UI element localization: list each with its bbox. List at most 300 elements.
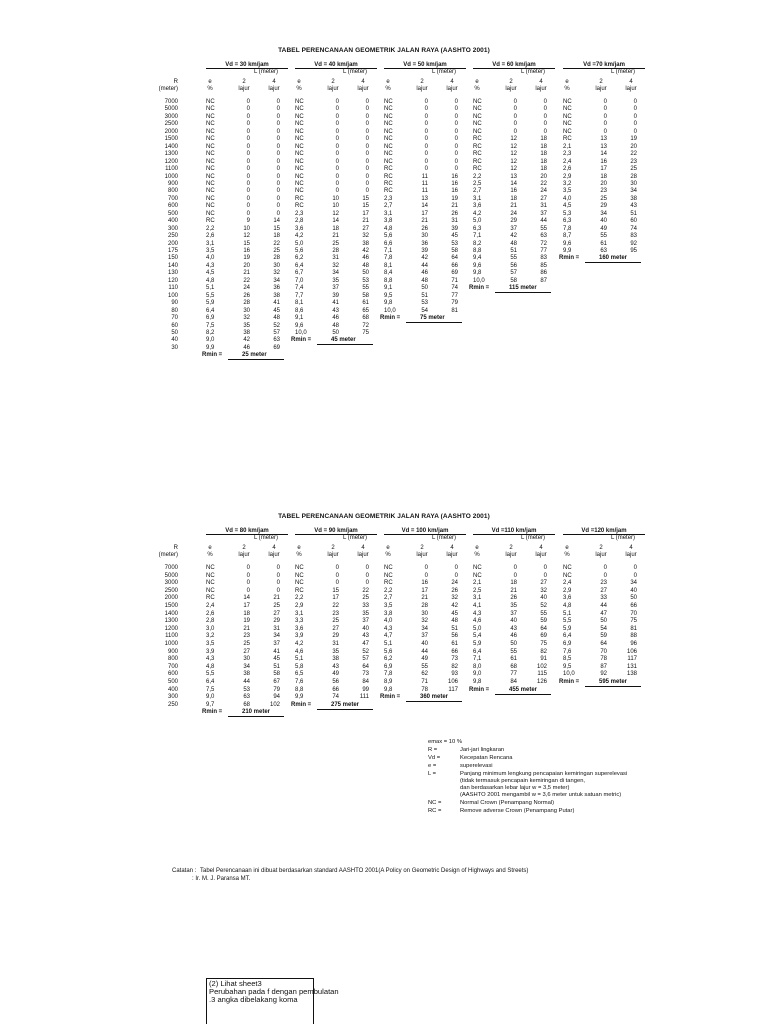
length-2-lane-cell: 0	[246, 188, 250, 195]
superelevation-cell: 3,0	[206, 625, 215, 632]
length-2-lane-cell: 49	[600, 225, 607, 232]
superelevation-cell: 8,1	[295, 300, 304, 307]
length-2-lane-cell: 15	[243, 240, 250, 247]
length-2-lane-cell: 0	[513, 128, 517, 135]
length-2-lane-cell: 38	[332, 656, 339, 663]
percent-header: %	[385, 86, 391, 92]
superelevation-cell: NC	[473, 113, 482, 120]
length-4-lane-cell: 0	[365, 106, 369, 113]
superelevation-cell: 7,8	[384, 671, 393, 678]
length-2-lane-cell: 0	[246, 99, 250, 105]
superelevation-cell: 4,3	[206, 262, 215, 269]
legend-text: (AASHTO 2001 mengambil w = 3,6 meter untuk satuan metric)	[460, 792, 622, 798]
length-2-lane-cell: 11	[421, 173, 428, 180]
e-header: e	[565, 79, 569, 85]
superelevation-cell: 6,9	[563, 641, 572, 647]
radius-cell: 1000	[164, 641, 178, 647]
superelevation-cell: 2,7	[384, 203, 393, 210]
length-2-lane-cell: 13	[600, 143, 607, 150]
length-2-lane-cell: 0	[335, 158, 339, 165]
length-2-lane-cell: 78	[600, 656, 607, 663]
lajur2-header: lajur	[327, 86, 339, 92]
superelevation-cell: 5,3	[563, 210, 572, 217]
superelevation-cell: 7,0	[295, 277, 304, 284]
length-2-lane-cell: 0	[335, 128, 339, 135]
superelevation-cell: NC	[473, 121, 482, 128]
superelevation-cell: 5,5	[563, 618, 572, 625]
superelevation-cell: NC	[295, 113, 304, 120]
e-header: e	[565, 545, 569, 551]
length-2-lane-cell: 68	[510, 663, 517, 670]
length-4-lane-cell: 16	[451, 180, 458, 187]
lajur4-header: lajur	[625, 86, 637, 92]
length-4-lane-cell: 0	[454, 106, 458, 113]
superelevation-cell: 5,9	[206, 300, 215, 307]
length-4-lane-cell: 16	[451, 173, 458, 180]
legend-text: Remove adverse Crown (Penampang Putar)	[460, 808, 575, 814]
lane4-header: 4	[361, 79, 365, 85]
length-4-lane-cell: 58	[451, 248, 458, 254]
length-2-lane-cell: 0	[246, 166, 250, 173]
superelevation-cell: 3,9	[295, 633, 304, 640]
length-4-lane-cell: 126	[536, 679, 547, 685]
length-2-lane-cell: 0	[246, 143, 250, 150]
superelevation-cell: 3,1	[384, 210, 393, 217]
length-4-lane-cell: 0	[543, 121, 547, 128]
length-4-lane-cell: 28	[273, 255, 280, 262]
length-2-lane-cell: 27	[600, 587, 607, 594]
length-2-lane-cell: 0	[335, 166, 339, 173]
superelevation-cell: 2,6	[563, 166, 572, 173]
length-4-lane-cell: 0	[276, 210, 280, 217]
legend-text: Normal Crown (Penampang Normal)	[460, 800, 555, 806]
radius-cell: 120	[167, 277, 178, 284]
length-2-lane-cell: 14	[332, 218, 339, 225]
lane4-header: 4	[539, 545, 543, 551]
length-2-lane-cell: 12	[510, 158, 517, 165]
superelevation-cell: 3,6	[295, 225, 304, 232]
rmin-underline	[406, 701, 462, 702]
length-4-lane-cell: 0	[276, 151, 280, 158]
length-2-lane-cell: 23	[332, 610, 339, 617]
length-4-lane-cell: 86	[540, 270, 547, 277]
length-4-lane-cell: 0	[454, 99, 458, 105]
rmin-label: Rmin =	[559, 679, 580, 685]
lane4-header: 4	[272, 545, 276, 551]
length-2-lane-cell: 0	[246, 565, 250, 571]
length-4-lane-cell: 0	[276, 128, 280, 135]
length-4-lane-cell: 18	[540, 166, 547, 173]
length-2-lane-cell: 43	[510, 625, 517, 632]
superelevation-cell: 3,3	[295, 618, 304, 625]
lajur2-header: lajur	[505, 86, 517, 92]
length-2-lane-cell: 0	[246, 210, 250, 217]
length-2-lane-cell: 0	[513, 121, 517, 128]
length-4-lane-cell: 34	[630, 188, 637, 195]
radius-cell: 2000	[164, 595, 178, 602]
comment-box	[206, 978, 339, 1024]
length-4-lane-cell: 73	[362, 671, 369, 678]
length-2-lane-cell: 30	[243, 656, 250, 663]
length-4-lane-cell: 50	[362, 270, 369, 277]
length-2-lane-cell: 0	[335, 113, 339, 120]
superelevation-cell: NC	[295, 158, 304, 165]
superelevation-cell: NC	[295, 173, 304, 180]
length-4-lane-cell: 60	[630, 218, 637, 225]
length-4-lane-cell: 18	[540, 158, 547, 165]
length-4-lane-cell: 66	[630, 603, 637, 609]
length-4-lane-cell: 40	[362, 625, 369, 632]
length-4-lane-cell: 32	[362, 233, 369, 240]
length-4-lane-cell: 87	[540, 277, 547, 284]
length-4-lane-cell: 52	[362, 648, 369, 655]
length-2-lane-cell: 9	[246, 218, 250, 225]
superelevation-cell: 4,1	[473, 603, 482, 609]
superelevation-cell: 5,1	[384, 641, 393, 647]
length-4-lane-cell: 67	[273, 679, 280, 685]
superelevation-cell: 9,0	[473, 671, 482, 678]
length-2-lane-cell: 66	[332, 686, 339, 693]
percent-header: %	[474, 552, 480, 558]
length-header: L (meter)	[431, 535, 457, 541]
rmin-value: 455 meter	[509, 686, 538, 693]
length-2-lane-cell: 21	[510, 203, 517, 210]
length-2-lane-cell: 54	[421, 307, 428, 314]
radius-cell: 250	[167, 233, 178, 240]
superelevation-cell: 5,0	[473, 218, 482, 225]
superelevation-cell: 5,6	[295, 248, 304, 254]
radius-cell: 1300	[164, 151, 178, 158]
length-4-lane-cell: 27	[273, 610, 280, 617]
radius-cell: 80	[171, 307, 178, 314]
length-4-lane-cell: 45	[273, 656, 280, 663]
radius-cell: 500	[167, 210, 178, 217]
length-2-lane-cell: 35	[243, 322, 250, 329]
radius-cell: 200	[167, 240, 178, 247]
legend-key: e =	[428, 763, 437, 769]
percent-header: %	[564, 552, 570, 558]
superelevation-cell: 9,9	[295, 694, 304, 701]
length-2-lane-cell: 16	[510, 188, 517, 195]
length-2-lane-cell: 35	[332, 648, 339, 655]
length-2-lane-cell: 11	[421, 188, 428, 195]
superelevation-cell: RC	[473, 166, 482, 173]
length-2-lane-cell: 55	[510, 255, 517, 262]
length-2-lane-cell: 38	[243, 671, 250, 678]
rmin-underline	[585, 686, 641, 687]
superelevation-cell: 7,6	[295, 679, 304, 685]
superelevation-cell: NC	[384, 113, 393, 120]
lane4-header: 4	[629, 79, 633, 85]
e-header: e	[386, 79, 390, 85]
radius-cell: 1500	[164, 603, 178, 609]
length-2-lane-cell: 46	[510, 633, 517, 640]
superelevation-cell: 10,0	[563, 671, 575, 678]
length-4-lane-cell: 57	[273, 329, 280, 336]
superelevation-cell: NC	[295, 106, 304, 113]
length-2-lane-cell: 0	[424, 151, 428, 158]
radius-cell: 700	[167, 663, 178, 670]
length-4-lane-cell: 59	[540, 618, 547, 625]
superelevation-cell: 4,0	[384, 618, 393, 625]
length-2-lane-cell: 0	[513, 113, 517, 120]
length-2-lane-cell: 25	[332, 240, 339, 247]
length-2-lane-cell: 46	[243, 344, 250, 351]
length-4-lane-cell: 31	[451, 218, 458, 225]
superelevation-cell: 5,5	[206, 671, 215, 678]
note-line-2: : Ir. M. J. Paransa MT.	[192, 876, 251, 882]
length-2-lane-cell: 21	[243, 625, 250, 632]
length-4-lane-cell: 28	[630, 173, 637, 180]
superelevation-cell: 8,8	[384, 277, 393, 284]
superelevation-cell: 6,2	[384, 656, 393, 663]
length-2-lane-cell: 0	[603, 106, 607, 113]
lane4-header: 4	[361, 545, 365, 551]
length-4-lane-cell: 99	[362, 686, 369, 693]
superelevation-cell: 5,5	[206, 292, 215, 299]
superelevation-cell: 2,9	[563, 173, 572, 180]
radius-cell: 90	[171, 300, 178, 307]
e-header: e	[208, 79, 212, 85]
superelevation-cell: 4,7	[384, 633, 393, 640]
percent-header: %	[296, 86, 302, 92]
length-4-lane-cell: 61	[362, 300, 369, 307]
superelevation-cell: 2,8	[206, 618, 215, 625]
length-4-lane-cell: 44	[540, 218, 547, 225]
length-2-lane-cell: 53	[243, 686, 250, 693]
note-label: Catatan :	[172, 868, 197, 874]
superelevation-cell: 2,2	[295, 595, 304, 602]
length-2-lane-cell: 40	[421, 641, 428, 647]
length-2-lane-cell: 30	[243, 307, 250, 314]
superelevation-cell: RC	[295, 203, 304, 210]
length-2-lane-cell: 0	[424, 106, 428, 113]
length-4-lane-cell: 55	[540, 225, 547, 232]
length-2-lane-cell: 20	[243, 262, 250, 269]
radius-cell: 700	[167, 195, 178, 202]
length-4-lane-cell: 51	[273, 663, 280, 670]
length-2-lane-cell: 37	[332, 285, 339, 292]
rmin-value: 45 meter	[331, 337, 356, 344]
length-4-lane-cell: 55	[362, 285, 369, 292]
superelevation-cell: NC	[206, 136, 215, 143]
length-header: L (meter)	[610, 535, 636, 541]
superelevation-cell: NC	[206, 210, 215, 217]
superelevation-cell: 9,6	[295, 322, 304, 329]
length-2-lane-cell: 0	[513, 99, 517, 105]
radius-cell: 1200	[164, 158, 178, 165]
lajur4-header: lajur	[357, 86, 369, 92]
superelevation-cell: NC	[295, 99, 304, 105]
length-header: L (meter)	[253, 535, 279, 541]
length-4-lane-cell: 75	[540, 641, 547, 647]
length-4-lane-cell: 18	[540, 143, 547, 150]
speed-header: Vd = 50 km/jam	[403, 62, 447, 68]
length-4-lane-cell: 66	[451, 262, 458, 269]
length-4-lane-cell: 72	[362, 322, 369, 329]
length-2-lane-cell: 48	[332, 322, 339, 329]
lajur2-header: lajur	[595, 552, 607, 558]
length-4-lane-cell: 25	[273, 603, 280, 609]
radius-cell: 300	[167, 694, 178, 701]
radius-cell: 50	[171, 329, 178, 336]
lajur4-header: lajur	[357, 552, 369, 558]
superelevation-cell: RC	[295, 587, 304, 594]
superelevation-cell: 2,7	[384, 595, 393, 602]
length-4-lane-cell: 61	[451, 641, 458, 647]
length-2-lane-cell: 17	[600, 166, 607, 173]
length-2-lane-cell: 0	[335, 173, 339, 180]
superelevation-cell: NC	[384, 121, 393, 128]
length-4-lane-cell: 0	[276, 99, 280, 105]
length-4-lane-cell: 56	[451, 633, 458, 640]
length-4-lane-cell: 0	[633, 99, 637, 105]
length-2-lane-cell: 33	[600, 595, 607, 602]
length-2-lane-cell: 24	[510, 210, 517, 217]
superelevation-cell: NC	[473, 565, 482, 571]
length-2-lane-cell: 42	[243, 337, 250, 344]
superelevation-cell: 5,0	[295, 240, 304, 247]
length-2-lane-cell: 61	[600, 240, 607, 247]
superelevation-cell: NC	[206, 587, 215, 594]
length-2-lane-cell: 56	[332, 679, 339, 685]
radius-cell: 400	[167, 686, 178, 693]
superelevation-cell: RC	[295, 195, 304, 202]
length-2-lane-cell: 12	[332, 210, 339, 217]
length-2-lane-cell: 42	[421, 255, 428, 262]
length-2-lane-cell: 17	[332, 595, 339, 602]
length-2-lane-cell: 44	[421, 648, 428, 655]
superelevation-cell: 4,8	[563, 603, 572, 609]
lane2-header: 2	[599, 79, 603, 85]
length-2-lane-cell: 55	[421, 663, 428, 670]
radius-cell: 1300	[164, 618, 178, 625]
rmin-value: 275 meter	[331, 701, 360, 708]
length-4-lane-cell: 0	[633, 113, 637, 120]
length-4-lane-cell: 41	[273, 300, 280, 307]
length-4-lane-cell: 0	[365, 143, 369, 150]
length-4-lane-cell: 74	[630, 225, 637, 232]
superelevation-cell: NC	[206, 188, 215, 195]
superelevation-cell: 3,2	[206, 633, 215, 640]
superelevation-cell: 6,9	[384, 663, 393, 670]
length-2-lane-cell: 18	[243, 610, 250, 617]
length-4-lane-cell: 41	[273, 648, 280, 655]
superelevation-cell: 7,1	[473, 656, 482, 663]
length-4-lane-cell: 64	[451, 255, 458, 262]
length-4-lane-cell: 106	[447, 679, 458, 685]
length-2-lane-cell: 44	[421, 262, 428, 269]
radius-cell: 900	[167, 180, 178, 187]
superelevation-cell: 8,1	[384, 262, 393, 269]
length-4-lane-cell: 35	[362, 610, 369, 617]
length-2-lane-cell: 0	[246, 136, 250, 143]
length-4-lane-cell: 0	[365, 580, 369, 587]
legend-text: superelevasi	[460, 763, 493, 769]
length-4-lane-cell: 69	[273, 344, 280, 351]
radius-cell: 1000	[164, 173, 178, 180]
superelevation-cell: 4,6	[473, 618, 482, 625]
percent-header: %	[296, 552, 302, 558]
rmin-label: Rmin =	[202, 709, 223, 716]
length-4-lane-cell: 0	[633, 572, 637, 579]
length-4-lane-cell: 72	[540, 240, 547, 247]
length-4-lane-cell: 66	[451, 648, 458, 655]
length-2-lane-cell: 0	[603, 572, 607, 579]
length-2-lane-cell: 0	[246, 106, 250, 113]
superelevation-cell: 4,5	[206, 270, 215, 277]
superelevation-cell: NC	[206, 121, 215, 128]
radius-cell: 150	[167, 255, 178, 262]
superelevation-cell: NC	[206, 158, 215, 165]
rmin-underline	[317, 344, 373, 345]
length-2-lane-cell: 0	[513, 572, 517, 579]
length-2-lane-cell: 15	[332, 587, 339, 594]
lajur2-header: lajur	[595, 86, 607, 92]
speed-header: Vd =120 km/jam	[581, 528, 627, 534]
superelevation-cell: 9,7	[206, 701, 215, 708]
lajur2-header: lajur	[327, 552, 339, 558]
rmin-label: Rmin =	[202, 352, 223, 359]
superelevation-cell: 7,5	[206, 686, 215, 693]
superelevation-cell: 7,1	[473, 233, 482, 240]
superelevation-cell: 10,0	[384, 307, 396, 314]
length-2-lane-cell: 20	[600, 180, 607, 187]
length-4-lane-cell: 82	[540, 648, 547, 655]
length-2-lane-cell: 26	[510, 595, 517, 602]
e-header: e	[208, 545, 212, 551]
length-4-lane-cell: 75	[362, 329, 369, 336]
lajur4-header: lajur	[446, 552, 458, 558]
length-2-lane-cell: 0	[335, 121, 339, 128]
length-4-lane-cell: 52	[273, 322, 280, 329]
length-2-lane-cell: 37	[510, 610, 517, 617]
superelevation-cell: 6,9	[206, 315, 215, 322]
superelevation-cell: 9,8	[384, 300, 393, 307]
length-4-lane-cell: 39	[451, 225, 458, 232]
length-4-lane-cell: 18	[540, 151, 547, 158]
length-2-lane-cell: 40	[600, 218, 607, 225]
superelevation-cell: 7,6	[563, 648, 572, 655]
length-4-lane-cell: 93	[451, 671, 458, 678]
superelevation-cell: 3,9	[206, 648, 215, 655]
length-2-lane-cell: 10	[332, 195, 339, 202]
length-2-lane-cell: 0	[246, 587, 250, 594]
superelevation-cell: 2,9	[295, 603, 304, 609]
radius-cell: 500	[167, 679, 178, 685]
rmin-value: 360 meter	[420, 694, 449, 701]
length-2-lane-cell: 42	[510, 233, 517, 240]
percent-header: %	[564, 86, 570, 92]
length-2-lane-cell: 92	[600, 671, 607, 678]
speed-header: Vd =70 km/jam	[583, 62, 625, 68]
length-4-lane-cell: 95	[630, 248, 637, 254]
superelevation-cell: NC	[206, 166, 215, 173]
length-2-lane-cell: 44	[243, 679, 250, 685]
length-2-lane-cell: 0	[246, 113, 250, 120]
length-2-lane-cell: 0	[424, 565, 428, 571]
speed-header: Vd = 80 km/jam	[225, 528, 269, 534]
length-2-lane-cell: 54	[600, 625, 607, 632]
length-2-lane-cell: 51	[510, 248, 517, 254]
legend-key: L =	[428, 771, 437, 777]
length-4-lane-cell: 0	[276, 121, 280, 128]
length-4-lane-cell: 88	[630, 633, 637, 640]
rmin-value: 115 meter	[509, 285, 537, 292]
length-2-lane-cell: 18	[332, 225, 339, 232]
length-2-lane-cell: 63	[243, 694, 250, 701]
radius-cell: 2500	[164, 587, 178, 594]
